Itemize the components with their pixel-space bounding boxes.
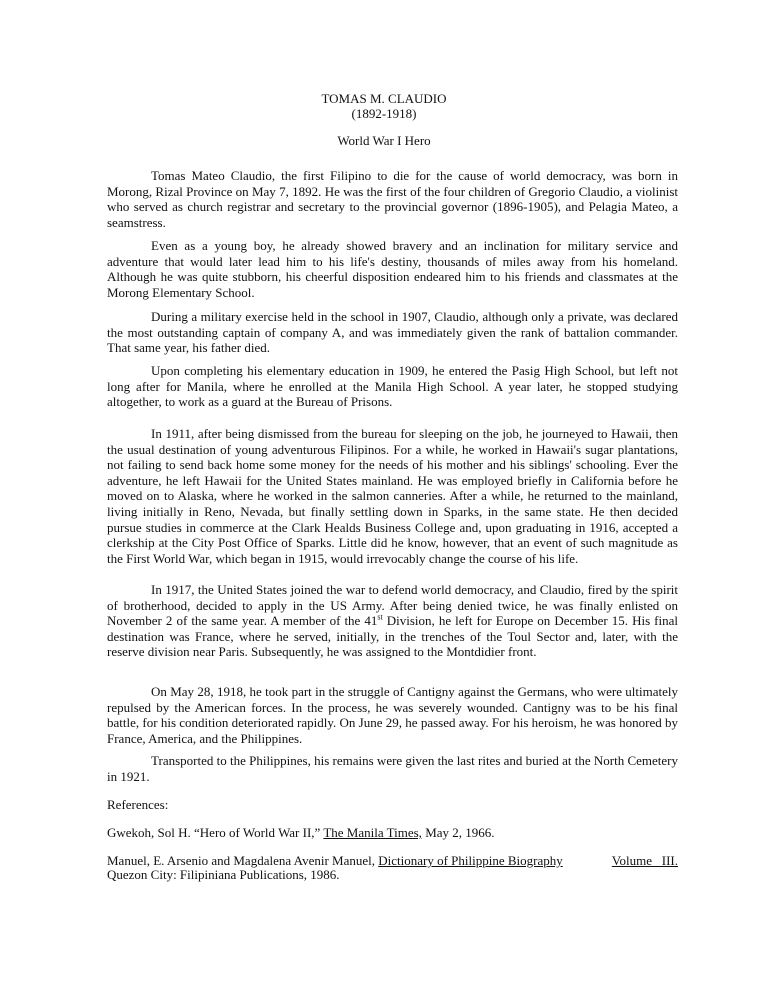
reference-1 <box>107 825 678 841</box>
reference-1-date: May 2, 1966. <box>421 825 495 840</box>
document-subtitle: World War I Hero <box>337 133 431 148</box>
paragraph-education: Upon completing his elementary education in 1909, he entered the Pasig High School, but left not long after for Manila, where he enrolled at the Manila High School. A year later, he stopped studying altogether, to work as a guard at the Bureau of Prisons. <box>107 363 678 410</box>
paragraph-hawaii: In 1911, after being dismissed from the bureau for sleeping on the job, he journeyed to Hawaii, then the usual destination of young adventurous Filipinos. For a while, he worked in Hawaii's sugar plantations, not failing to send back home some money for the needs of his mother and his siblings' schooling. Ever the adventure, he left Hawaii for the United States mainland. He was employed briefly in California before he moved on to Alaska, where he worked in the salmon canneries. After a while, he returned to the mainland, living initially in Reno, Nevada, but finally settling down in Sparks, in the same state. He then decided pursue studies in commerce at the Clark Healds Business College and, upon graduating in 1916, accepted a clerkship at the City Post Office of Sparks. Little did he know, however, that an event of such magnitude as the First World War, which began in 1915, would irrevocably change the course of his life. <box>107 426 678 566</box>
document-years: (1892-1918) <box>351 106 417 121</box>
ordinal-suffix: st <box>377 612 383 622</box>
paragraph-army-text-1: In 1917, the United States joined the war to defend world democracy, and Claudio, fired by the spirit of brotherhood, decided to apply in the US Army. After being denied twice, he was finally enlisted on November 2 of the same year. A member of the 41 <box>107 582 678 629</box>
paragraph-cantigny: On May 28, 1918, he took part in the struggle of Cantigny against the Germans, who were ultimately repulsed by the American forces. In the process, he was severely wounded. Cantigny was to be his final battle, for his condition deteriorated rapidly. On June 29, he passed away. For his heroism, he was honored by France, America, and the Philippines. <box>107 684 678 746</box>
references-heading: References: <box>107 797 169 812</box>
reference-1-publication: The Manila Times, <box>323 825 422 840</box>
document-title: TOMAS M. CLAUDIO <box>321 91 447 106</box>
paragraph-burial: Transported to the Philippines, his remains were given the last rites and buried at the North Cemetery in 1921. <box>107 753 678 784</box>
reference-2-authors: Manuel, E. Arsenio and Magdalena Avenir Manuel, <box>107 853 379 868</box>
reference-2-title: Dictionary of Philippine Biography <box>378 853 563 868</box>
reference-2-volume: Volume III. <box>611 853 678 868</box>
reference-1-author: Gwekoh, Sol H. “Hero of World War II,” <box>107 825 324 840</box>
paragraph-army-text-2: Division, he left for Europe on December 15. His final destination was France, where he served, initially, in the trenches of the Toul Sector and, later, with the reserve division near Paris. Subsequently, he was assigned to the Montdidier front. <box>107 613 678 660</box>
paragraph-army <box>107 582 678 660</box>
reference-2-line-2: Quezon City: Filipiniana Publications, 1986. <box>107 867 340 882</box>
paragraph-military-exercise: During a military exercise held in the school in 1907, Claudio, although only a private, was declared the most outstanding captain of company A, and was immediately given the rank of battalion commander. That same year, his father died. <box>107 309 678 356</box>
paragraph-birth: Tomas Mateo Claudio, the first Filipino to die for the cause of world democracy, was born in Morong, Rizal Province on May 7, 1892. He was the first of the four children of Gregorio Claudio, a violinist who served as church registrar and secretary to the provincial governor (1896-1905), and Pelagia Mateo, a seamstress. <box>107 168 678 230</box>
paragraph-youth: Even as a young boy, he already showed bravery and an inclination for military service and adventure that would later lead him to his life's destiny, thousands of miles away from his homeland. Although he was quite stubborn, his cheerful disposition endeared him to his friends and classmates at the Morong Elementary School. <box>107 238 678 300</box>
